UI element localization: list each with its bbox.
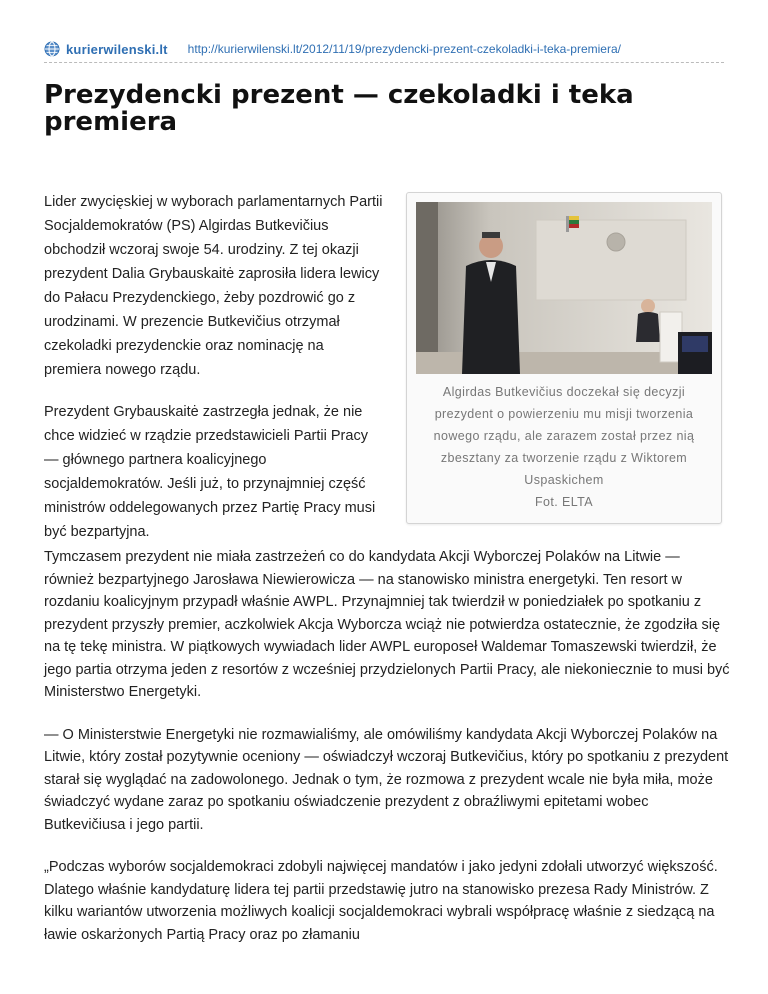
page-header bbox=[44, 36, 724, 63]
lead-paragraph: Prezydent Grybauskaitė zastrzegła jednak, że nie chce widzieć w rządzie przedstawicieli Partii Pracy — głównego partnera koalicyjnego socjaldemokratów. Jeśli już, to przynajmniej część ministrów oddelegowanych przez Partię Pracy musi być bezpartyjna. bbox=[44, 404, 376, 540]
photo-caption bbox=[415, 381, 713, 513]
caption-line: prezydent o powierzeniu mu misji tworzenia bbox=[434, 407, 694, 421]
body-paragraph: Tymczasem prezydent nie miała zastrzeżeń co do kandydata Akcji Wyborczej Polaków na Litwie — również bezpartyjnego Jarosława Niewierowicza — na stanowisko ministra energetyki. Ten resort w rozdaniu koalicyjnym przypadł właśnie AWPL. Przynajmniej tak twierdził w poniedziałek po spotkaniu z prezydent przyszły premier, aczkolwiek Akcja Wyborcza wciąż nie potwierdza ostatecznie, że zgodziła się na tę tekę ministra. W piątkowych wywiadach lider AWPL europoseł Waldemar Tomaszewski twierdził, że jego partia otrzyma jeden z resortów z wcześniej przydzielonych Partii Pracy, ale niekoniecznie to musi być Ministerstwo Energetyki. bbox=[44, 549, 730, 700]
article-figure bbox=[406, 192, 722, 524]
caption-credit: Fot. ELTA bbox=[534, 495, 593, 509]
caption-line: Algirdas Butkevičius doczekał się decyzji bbox=[442, 385, 686, 399]
site-logo[interactable] bbox=[44, 41, 168, 57]
body-paragraph: — O Ministerstwie Energetyki nie rozmawialiśmy, ale omówiliśmy kandydata Akcji Wyborczej Polaków na Litwie, który został pozytywnie oceniony — oświadczył wczoraj Butkevičius, który po spotkaniu z prezydent starał się wyglądać na zadowolonego. Jednak o tym, że rozmowa z prezydent wcale nie była miła, może świadczyć wydane zaraz po spotkaniu oświadczenie prezydent z obraźliwymi epitetami wobec Butkevičiusa i jego partii. bbox=[44, 726, 729, 833]
article-body bbox=[44, 546, 732, 966]
caption-line: nowego rządu, ale zarazem został przez nią bbox=[433, 429, 695, 443]
globe-icon bbox=[44, 41, 60, 57]
article-url-link[interactable]: http://kurierwilenski.lt/2012/11/19/prezydencki-prezent-czekoladki-i-teka-premiera/ bbox=[187, 42, 621, 56]
article-photo bbox=[416, 202, 712, 374]
photo-illustration bbox=[416, 202, 712, 374]
site-name[interactable]: kurierwilenski.lt bbox=[66, 41, 168, 57]
body-paragraph: „Podczas wyborów socjaldemokraci zdobyli najwięcej mandatów i jako jedyni zdołali utworzyć większość. Dlatego właśnie kandydaturę lidera tej partii przedstawię jutro na stanowisko prezesa Rady Ministrów. Z kilku wariantów utworzenia możliwych koalicji socjaldemokraci wybrali współpracę właśnie z siedzącą na ławie oskarżonych Partią Pracy oraz po złamaniu bbox=[44, 859, 718, 943]
caption-line: Uspaskichem bbox=[524, 473, 604, 487]
lead-paragraph: Lider zwycięskiej w wyborach parlamentarnych Partii Socjaldemokratów (PS) Algirdas Butkevičius obchodził wczoraj swoje 54. urodziny. Z tej okazji prezydent Dalia Grybauskaitė zaprosiła lidera lewicy do Pałacu Prezydenckiego, żeby pozdrowić go z urodzinami. W prezencie Butkevičius otrzymał czekoladki prezydenckie oraz nominację na premiera nowego rządu. bbox=[44, 194, 383, 378]
caption-line: zbesztany za tworzenie rządu z Wiktorem bbox=[440, 451, 688, 465]
article-lead bbox=[44, 190, 384, 562]
article-title: Prezydencki prezent — czekoladki i teka premiera bbox=[44, 80, 634, 137]
